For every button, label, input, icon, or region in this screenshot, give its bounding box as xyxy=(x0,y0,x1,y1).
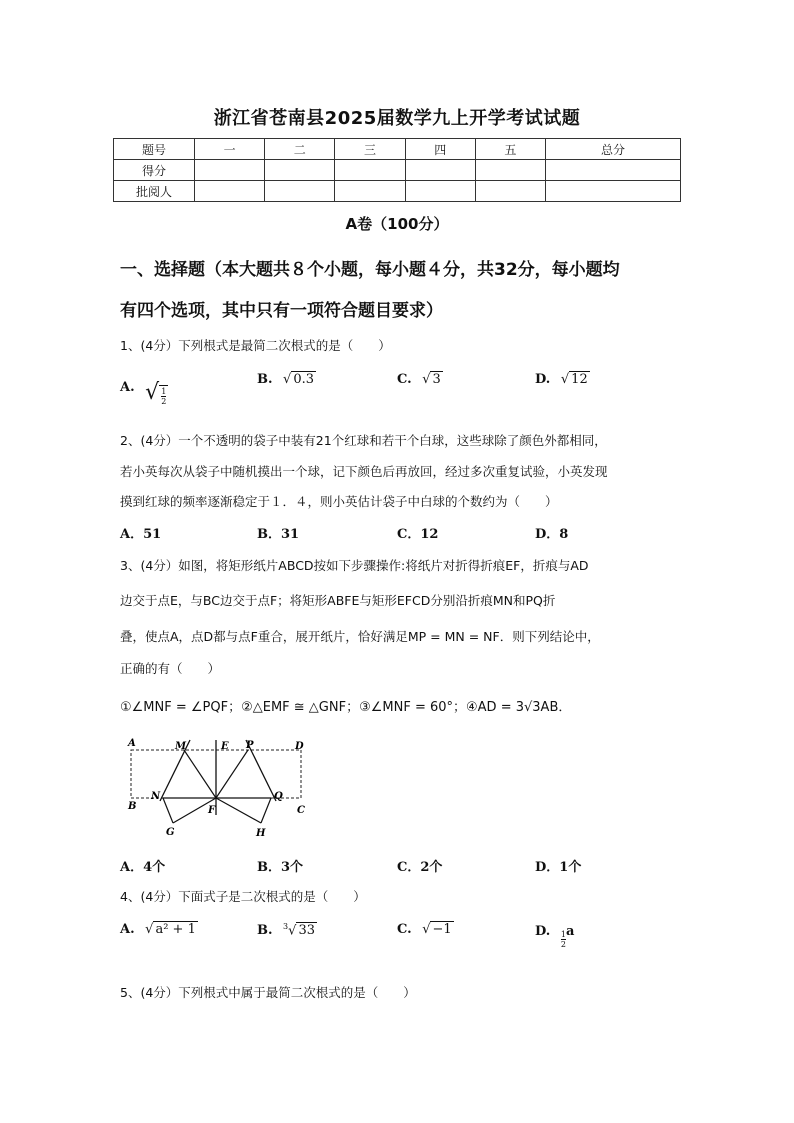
header-cell: 三 xyxy=(335,139,405,160)
sqrt-expression: √ a² + 1 xyxy=(145,922,196,937)
grader-cell[interactable] xyxy=(335,181,405,202)
label-f: F xyxy=(208,805,216,816)
option-letter: D. xyxy=(535,372,551,387)
sqrt-expression: √ 12 xyxy=(560,372,588,387)
label-q: Q xyxy=(274,791,283,802)
q3-line2: 边交于点E，与BC边交于点F；将矩形ABFE与矩形EFCD分别沿折痕MN和PQ折 xyxy=(120,593,556,608)
q3-figure xyxy=(118,735,318,845)
label-b: B xyxy=(128,801,137,812)
q4-stem: 4、(4分）下面式子是二次根式的是（ ） xyxy=(120,889,366,904)
q3-option-c[interactable]: C．2个 xyxy=(397,860,443,875)
sqrt-expression: √ 0.3 xyxy=(283,372,315,387)
q3-option-d[interactable]: D．1个 xyxy=(535,860,582,875)
sqrt-expression: √ 3 xyxy=(422,372,441,387)
option-letter: A. xyxy=(120,922,135,937)
option-letter: B. xyxy=(257,923,273,939)
q1-option-c[interactable] xyxy=(397,372,443,387)
section-a-heading: A卷（100分） xyxy=(345,215,449,233)
score-cell[interactable] xyxy=(405,160,475,181)
label-p: P xyxy=(246,740,254,751)
q2-option-c[interactable]: C．12 xyxy=(397,527,439,542)
grader-cell[interactable] xyxy=(405,181,475,202)
label-m: M xyxy=(175,741,187,752)
label-g: G xyxy=(166,827,175,838)
q2-line3: 摸到红球的频率逐渐稳定于１．４，则小英估计袋子中白球的个数约为（ ） xyxy=(120,494,558,509)
q2-line2: 若小英每次从袋子中随机摸出一个球，记下颜色后再放回，经过多次重复试验，小英发现 xyxy=(120,464,608,479)
segment-pf xyxy=(216,750,248,798)
sqrt-expression: √ −1 xyxy=(422,922,452,937)
q2-line1: 2、(4分）一个不透明的袋子中装有21个红球和若干个白球，这些球除了颜色外都相同， xyxy=(120,433,607,448)
sqrt-fraction: √ $\frac{1}{2}$ xyxy=(145,380,167,406)
score-cell[interactable] xyxy=(335,160,405,181)
option-letter: C. xyxy=(397,922,412,937)
q3-option-b[interactable]: B．3个 xyxy=(257,860,304,875)
label-h: H xyxy=(256,828,266,839)
q1-option-b[interactable] xyxy=(257,372,316,387)
header-cell: 二 xyxy=(265,139,335,160)
section-1-heading-line2: 有四个选项，其中只有一项符合题目要求） xyxy=(120,301,443,321)
q3-conclusions: ①∠MNF = ∠PQF；②△EMF ≅ △GNF；③∠MNF = 60°；④AD = 3√3AB． xyxy=(120,700,572,715)
label-c: C xyxy=(297,805,305,816)
segment-ng xyxy=(163,798,173,823)
option-letter: A. xyxy=(120,380,135,395)
exam-title: 浙江省苍南县2025届数学九上开学考试试题 xyxy=(213,108,581,129)
label-e: E xyxy=(221,741,229,752)
segment-hf xyxy=(216,798,261,823)
score-table xyxy=(113,138,681,202)
q5-stem: 5、(4分）下列根式中属于最简二次根式的是（ ） xyxy=(120,985,416,1000)
score-cell[interactable] xyxy=(195,160,265,181)
grader-cell[interactable] xyxy=(265,181,335,202)
label-d: D xyxy=(295,741,304,752)
header-cell: 总分 xyxy=(546,139,681,160)
grader-row xyxy=(114,181,681,202)
q1-stem: 1、(4分）下列根式是最简二次根式的是（ ） xyxy=(120,338,391,353)
q1-option-a[interactable] xyxy=(120,372,168,406)
segment-mf xyxy=(184,750,216,798)
score-row xyxy=(114,160,681,181)
header-cell: 题号 xyxy=(114,139,195,160)
row-label: 得分 xyxy=(114,160,195,181)
q2-option-d[interactable]: D．8 xyxy=(535,527,569,542)
score-cell[interactable] xyxy=(546,160,681,181)
q1-option-d[interactable] xyxy=(535,372,590,387)
header-cell: 五 xyxy=(475,139,545,160)
variable-a: a xyxy=(565,924,575,939)
q4-option-c[interactable] xyxy=(397,922,454,937)
segment-qh xyxy=(261,798,271,823)
option-letter: C. xyxy=(397,372,412,387)
option-letter: D. xyxy=(535,924,551,939)
header-cell: 一 xyxy=(195,139,265,160)
q2-option-a[interactable]: A．51 xyxy=(120,527,162,542)
label-n: N xyxy=(151,791,161,802)
row-label: 批阅人 xyxy=(114,181,195,202)
q3-line1: 3、(4分）如图，将矩形纸片ABCD按如下步骤操作:将纸片对折得折痕EF，折痕与AD xyxy=(120,558,589,573)
section-1-heading-line1: 一、选择题（本大题共８个小题，每小题４分，共32分，每小题均 xyxy=(120,260,620,280)
q3-line4: 正确的有（ ） xyxy=(120,661,221,676)
q4-option-b[interactable] xyxy=(257,922,317,938)
q3-line3: 叠，使点A，点D都与点F重合，展开纸片，恰好满足MP = MN = NF．则下列结论中， xyxy=(120,629,600,644)
grader-cell[interactable] xyxy=(195,181,265,202)
q4-option-a[interactable] xyxy=(120,922,198,937)
header-cell: 四 xyxy=(405,139,475,160)
score-table-header-row xyxy=(114,139,681,160)
option-letter: B. xyxy=(257,372,273,387)
label-a: A xyxy=(128,738,136,749)
q3-option-a[interactable]: A．4个 xyxy=(120,860,166,875)
grader-cell[interactable] xyxy=(475,181,545,202)
fraction-half: $\frac{1}{2}$ xyxy=(560,930,566,949)
grader-cell[interactable] xyxy=(546,181,681,202)
score-cell[interactable] xyxy=(475,160,545,181)
cube-root-expression: $^3$√ 33 xyxy=(283,922,315,939)
q2-option-b[interactable]: B．31 xyxy=(257,527,300,542)
q4-option-d[interactable] xyxy=(535,922,575,949)
score-cell[interactable] xyxy=(265,160,335,181)
